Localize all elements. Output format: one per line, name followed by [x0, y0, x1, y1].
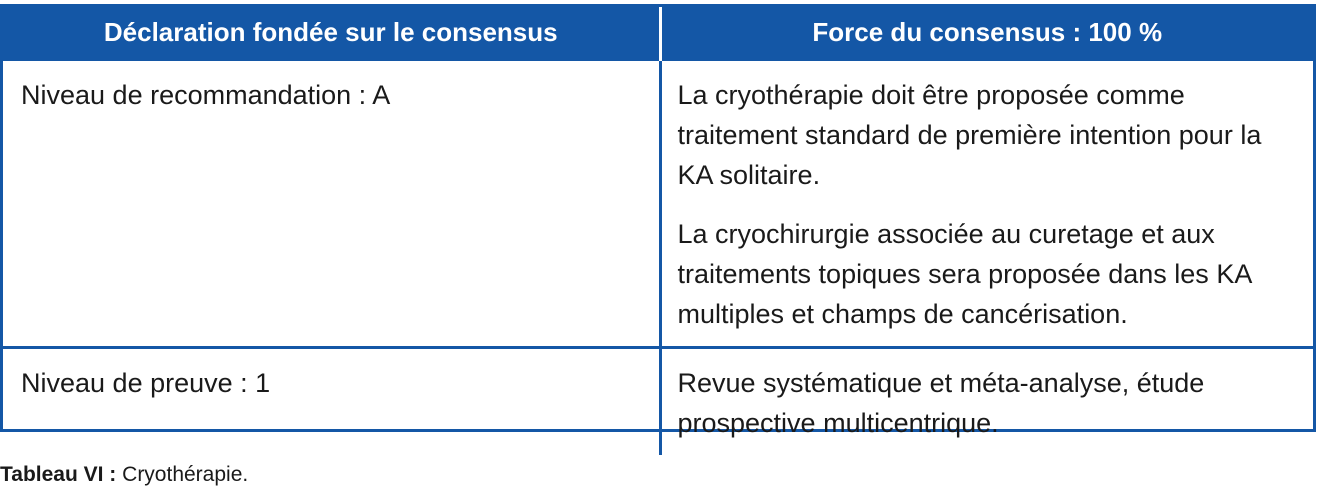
recommendation-level-cell: Niveau de recommandation : A — [3, 60, 660, 348]
header-consensus-strength: Force du consensus : 100 % — [660, 7, 1313, 60]
table-header-row — [3, 7, 1313, 60]
caption-label: Tableau VI : — [0, 463, 117, 486]
table-caption — [0, 462, 248, 488]
evidence-level-cell: Niveau de preuve : 1 — [3, 348, 660, 456]
evidence-text-cell — [660, 348, 1313, 456]
consensus-table-frame — [0, 4, 1316, 438]
header-statement: Déclaration fondée sur le consensus — [3, 7, 660, 60]
table-row — [3, 60, 1313, 348]
recommendation-paragraph: La cryochirurgie associée au curetage et aux traitements topiques sera proposée dans les KA multiples et champs de cancérisation. — [677, 219, 1251, 329]
evidence-paragraph: Revue systématique et méta-analyse, étude prospective multicentrique. — [677, 368, 1205, 438]
table-row — [3, 348, 1313, 456]
recommendation-text-cell — [660, 60, 1313, 348]
consensus-table — [3, 7, 1313, 455]
recommendation-paragraph: La cryothérapie doit être proposée comme traitement standard de première intention pour la KA solitaire. — [677, 80, 1262, 190]
caption-text: Cryothérapie. — [116, 463, 249, 486]
